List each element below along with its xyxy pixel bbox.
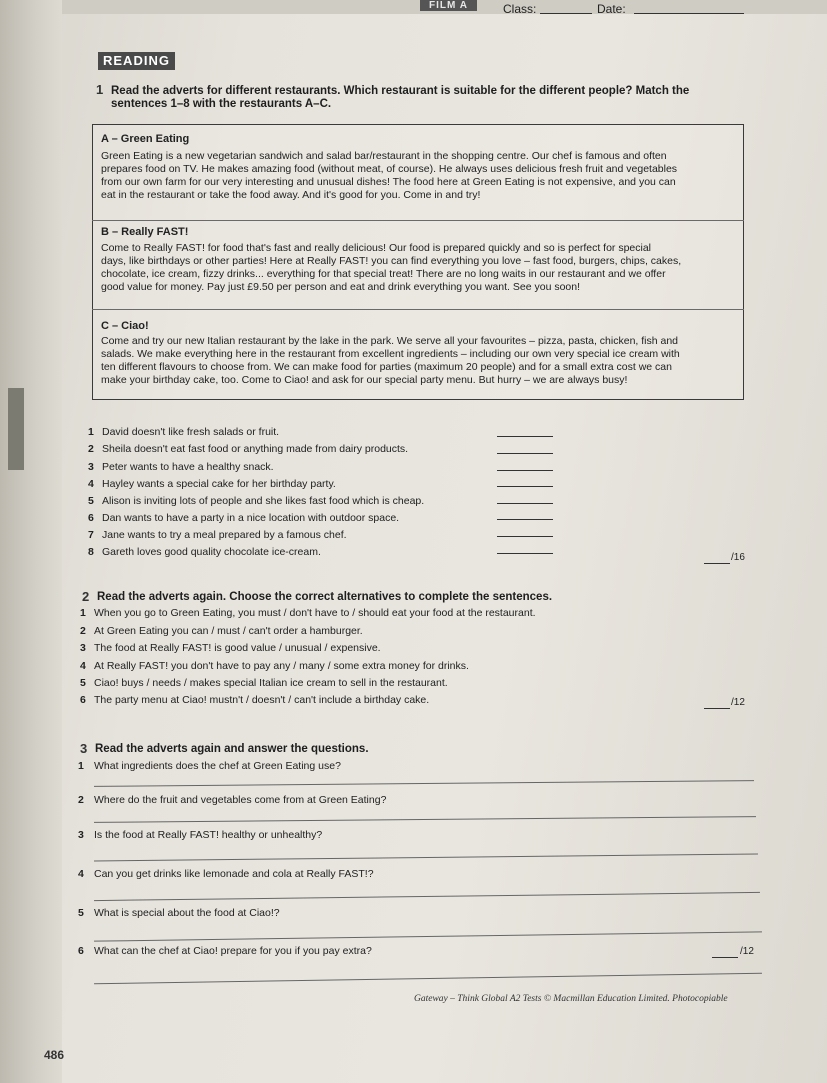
advert-line: Come and try our new Italian restaurant by the lake in the park. We serve all your favourites – pizza, pasta, chicken, fish and xyxy=(101,335,679,347)
advert-line: prepares food on TV. He makes amazing food (without meat, of course). He always uses delicious fresh fruit and vegetables xyxy=(101,163,678,175)
match-sentence: 4 Hayley wants a special cake for her birthday party. xyxy=(88,478,336,490)
copyright-footer: Gateway – Think Global A2 Tests © Macmillan Education Limited. Photocopiable xyxy=(414,994,728,1004)
alternative-sentence: 5 Ciao! buys / needs / makes special Italian ice cream to sell in the restaurant. xyxy=(80,677,448,689)
advert-c-body xyxy=(101,335,735,387)
alternative-sentence: 1 When you go to Green Eating, you must / don't have to / should eat your food at the restaurant. xyxy=(80,607,536,619)
advert-line: Green Eating is a new vegetarian sandwich and salad bar/restaurant in the shopping centre. Our chef is famous and often xyxy=(101,150,667,162)
score-task1: /16 xyxy=(731,552,745,563)
answer-line-2[interactable] xyxy=(497,453,553,454)
question-item: 2 Where do the fruit and vegetables come from at Green Eating? xyxy=(78,794,387,806)
question-item: 4 Can you get drinks like lemonade and cola at Really FAST!? xyxy=(78,868,374,880)
answer-line-6[interactable] xyxy=(497,519,553,520)
advert-line: ten different flavours to choose from. We can make food for parties (maximum 20 people) and for a small extra cost we can xyxy=(101,361,672,373)
match-sentence: 7 Jane wants to try a meal prepared by a famous chef. xyxy=(88,529,347,541)
score-line-task3 xyxy=(712,957,738,958)
answer-line-3[interactable] xyxy=(497,470,553,471)
alternative-sentence: 4 At Really FAST! you don't have to pay any / many / some extra money for drinks. xyxy=(80,660,469,672)
advert-b-title: B – Really FAST! xyxy=(101,226,189,238)
class-label: Class: xyxy=(503,2,537,16)
match-sentence: 5 Alison is inviting lots of people and she likes fast food which is cheap. xyxy=(88,495,425,507)
answer-writing-line-2[interactable] xyxy=(94,816,756,823)
question-item: 3 Is the food at Really FAST! healthy or unhealthy? xyxy=(78,829,323,841)
match-sentence: 1 David doesn't like fresh salads or fruit. xyxy=(88,426,280,438)
top-strip xyxy=(0,0,827,14)
advert-line: chocolate, ice cream, fizzy drinks... everything for that special treat! There are no long waits in our restaurant and we offer xyxy=(101,268,666,280)
book-spine xyxy=(0,0,65,1083)
section-title: READING xyxy=(98,52,175,70)
answer-line-5[interactable] xyxy=(497,503,553,504)
score-task2: /12 xyxy=(731,697,745,708)
page-number: 486 xyxy=(44,1048,65,1062)
advert-line: eat in the restaurant or take the food away. And it's good for you. Come in and try! xyxy=(101,189,481,201)
answer-line-8[interactable] xyxy=(497,553,553,554)
score-line-task1 xyxy=(704,563,730,564)
advert-divider xyxy=(92,309,744,310)
question-item: 5 What is special about the food at Ciao!? xyxy=(78,907,280,919)
advert-a-title: A – Green Eating xyxy=(101,133,190,145)
advert-line: make your birthday cake, too. Come to Ciao! and ask for our special party menu. But hurry – we are always busy! xyxy=(101,374,628,386)
match-sentence: 8 Gareth loves good quality chocolate ice-cream. xyxy=(88,546,321,558)
advert-a-body xyxy=(101,150,735,202)
match-sentence: 3 Peter wants to have a healthy snack. xyxy=(88,461,274,473)
alternative-sentence: 3 The food at Really FAST! is good value / unusual / expensive. xyxy=(80,642,381,654)
match-sentence: 2 Sheila doesn't eat fast food or anything made from dairy products. xyxy=(88,443,409,455)
task1-number: 1 xyxy=(96,82,104,97)
date-line xyxy=(634,13,744,14)
spine-tab xyxy=(8,388,24,470)
alternative-sentence: 6 The party menu at Ciao! mustn't / doesn't / can't include a birthday cake. xyxy=(80,694,430,706)
task1-instruction-line1: Read the adverts for different restaurants. Which restaurant is suitable for the different people? Match the xyxy=(111,85,690,97)
answer-writing-line-5[interactable] xyxy=(94,931,762,941)
date-label: Date: xyxy=(597,2,626,16)
advert-c-title: C – Ciao! xyxy=(101,320,149,332)
question-item: 1 What ingredients does the chef at Green Eating use? xyxy=(78,760,341,772)
advert-line: salads. We make everything here in the restaurant from excellent ingredients – including our own very special ice cream with xyxy=(101,348,680,360)
advert-line: Come to Really FAST! for food that's fast and really delicious! Our food is prepared quickly and so is perfect for special xyxy=(101,242,652,254)
answer-line-7[interactable] xyxy=(497,536,553,537)
class-line xyxy=(540,13,592,14)
advert-b-body xyxy=(101,242,735,294)
task2-instruction: Read the adverts again. Choose the correct alternatives to complete the sentences. xyxy=(97,591,553,603)
score-line-task2 xyxy=(704,708,730,709)
score-task3: /12 xyxy=(740,946,754,957)
task1-instruction-line2: sentences 1–8 with the restaurants A–C. xyxy=(111,98,332,110)
unit-tab: FILM A xyxy=(420,0,477,11)
answer-line-4[interactable] xyxy=(497,486,553,487)
answer-writing-line-3[interactable] xyxy=(94,854,758,862)
answer-writing-line-6[interactable] xyxy=(94,973,762,984)
advert-divider xyxy=(92,220,744,221)
answer-line-1[interactable] xyxy=(497,436,553,437)
advert-line: good value for money. Pay just £9.50 per person and eat and drink everything you want. See you soon! xyxy=(101,281,581,293)
question-item: 6 What can the chef at Ciao! prepare for you if you pay extra? xyxy=(78,945,372,957)
task3-instruction: Read the adverts again and answer the questions. xyxy=(95,743,369,755)
task2-number: 2 xyxy=(82,589,90,604)
match-sentence: 6 Dan wants to have a party in a nice location with outdoor space. xyxy=(88,512,400,524)
advert-line: days, like birthdays or other parties! Here at Really FAST! you can find everything you love – fast food, burgers, chips, cakes, xyxy=(101,255,682,267)
task3-number: 3 xyxy=(80,741,88,756)
answer-writing-line-1[interactable] xyxy=(94,780,754,787)
answer-writing-line-4[interactable] xyxy=(94,892,760,901)
advert-line: from our own farm for our very interesting and unusual dishes! The food here at Green Eating is not expensive, and you can xyxy=(101,176,676,188)
alternative-sentence: 2 At Green Eating you can / must / can't order a hamburger. xyxy=(80,625,363,637)
